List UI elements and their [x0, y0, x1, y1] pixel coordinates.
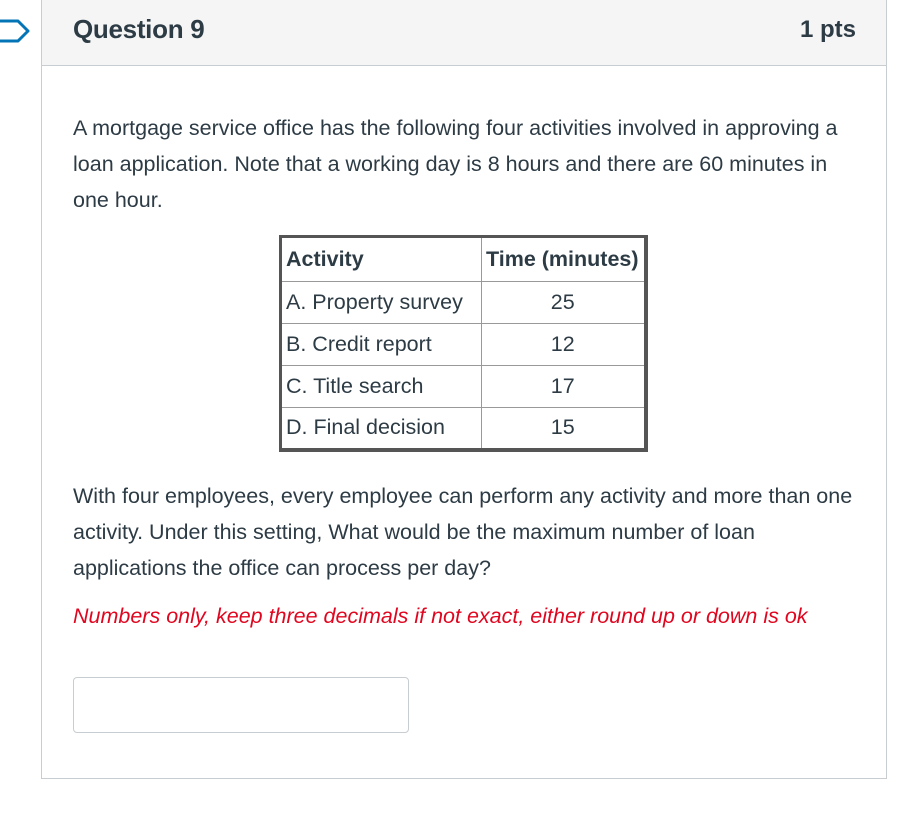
table-row [281, 324, 646, 366]
question-flag-icon[interactable] [0, 19, 34, 43]
table-row [281, 408, 646, 450]
question-text [73, 110, 863, 218]
time-cell: 25 [482, 282, 646, 324]
question-prompt-wrap [73, 478, 873, 586]
question-title: Question 9 [73, 14, 205, 44]
table-header-time: Time (minutes) [482, 237, 646, 282]
question-card [41, 0, 887, 779]
table-header-activity: Activity [281, 237, 482, 282]
time-cell: 15 [482, 408, 646, 450]
activity-cell: B. Credit report [281, 324, 482, 366]
activity-table-wrap [279, 235, 648, 452]
activity-cell: C. Title search [281, 366, 482, 408]
activity-table [279, 235, 648, 452]
question-points: 1 pts [799, 16, 856, 43]
table-row [281, 366, 646, 408]
answer-input[interactable] [73, 677, 409, 733]
time-cell: 17 [482, 366, 646, 408]
activity-cell: D. Final decision [281, 408, 482, 450]
answer-instructions: Numbers only, keep three decimals if not exact, either round up or down is ok [73, 604, 808, 628]
time-cell: 12 [482, 324, 646, 366]
question-intro: A mortgage service office has the following four activities involved in approving a loan application. Note that a working day is 8 hours and there are 60 minutes in one hour. [73, 116, 838, 212]
table-row [281, 282, 646, 324]
activity-cell: A. Property survey [281, 282, 482, 324]
question-header [42, 0, 886, 66]
question-prompt: With four employees, every employee can perform any activity and more than one activity. Under this setting, What would be the maximum number of loan applications the office can process per day? [73, 484, 853, 580]
table-header-row [281, 237, 646, 282]
